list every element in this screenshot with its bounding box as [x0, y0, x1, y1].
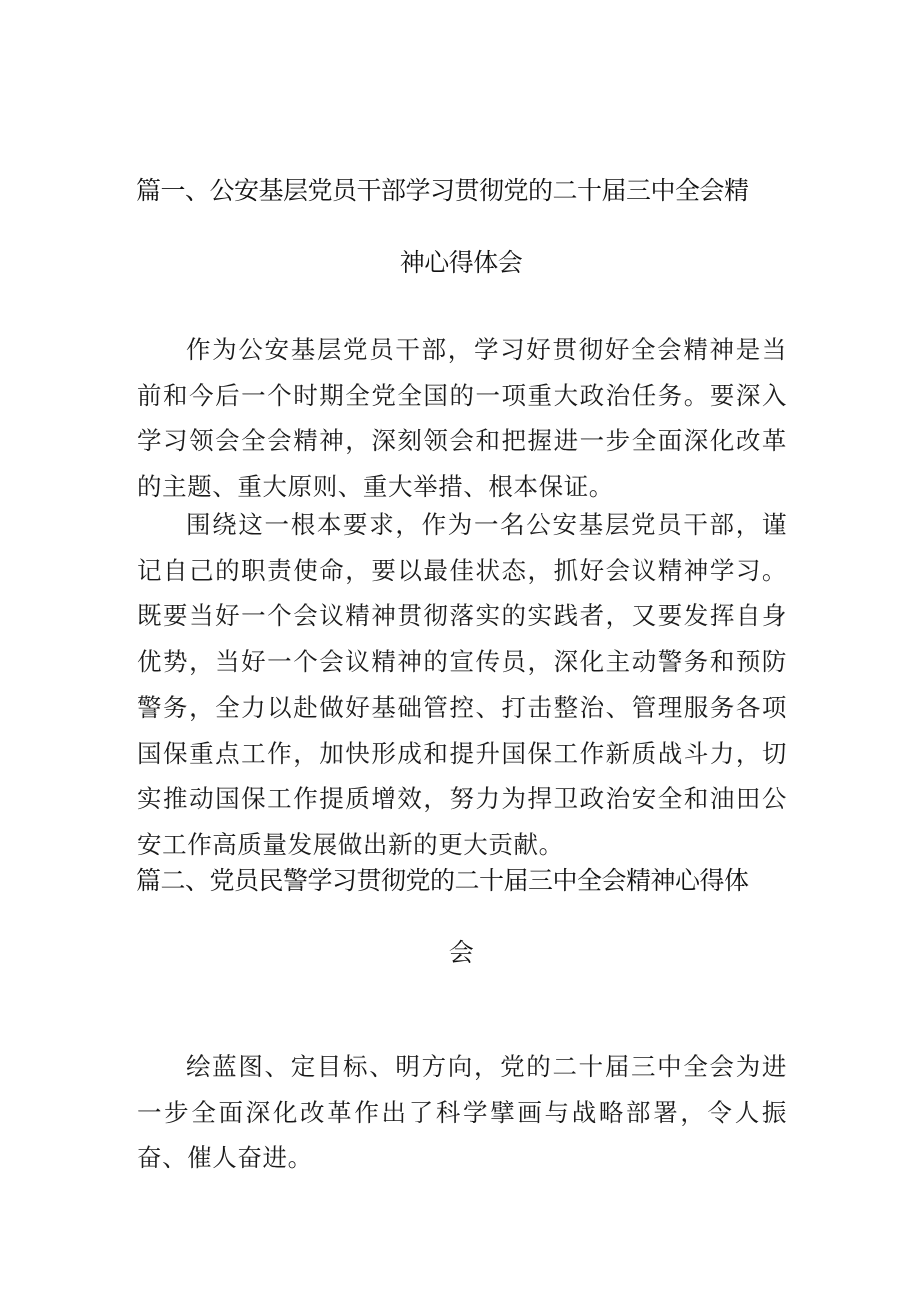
section2-title-line2: 会 — [448, 938, 474, 967]
section1-title-line1: 篇一、公安基层党员干部学习贯彻党的二十届三中全会精 — [136, 176, 749, 205]
section1-title — [136, 176, 786, 278]
section2-paragraph-1: 绘蓝图、定目标、明方向，党的二十届三中全会为进一步全面深化改革作出了科学擘画与战略部署，令人振奋、催人奋进。 — [137, 1052, 787, 1173]
section1-title-line2: 神心得体会 — [399, 248, 523, 277]
section1-paragraph-1: 作为公安基层党员干部，学习好贯彻好全会精神是当前和今后一个时期全党全国的一项重大政治任务。要深入学习领会全会精神，深刻领会和把握进一步全面深化改革的主题、重大原则、重大举措、根本保证。 — [137, 335, 787, 502]
section2-title-line1: 篇二、党员民警学习贯彻党的二十届三中全会精神心得体 — [136, 866, 749, 895]
section2-title — [136, 866, 786, 968]
section1-paragraph-2: 围绕这一根本要求，作为一名公安基层党员干部，谨记自己的职责使命，要以最佳状态，抓好会议精神学习。既要当好一个会议精神贯彻落实的实践者，又要发挥自身优势，当好一个会议精神的宣传员，深化主动警务和预防警务，全力以赴做好基础管控、打击整治、管理服务各项国保重点工作，加快形成和提升国保工作新质战斗力，切实推动国保工作提质增效，努力为捍卫政治安全和油田公安工作高质量发展做出新的更大贡献。 — [137, 510, 787, 859]
